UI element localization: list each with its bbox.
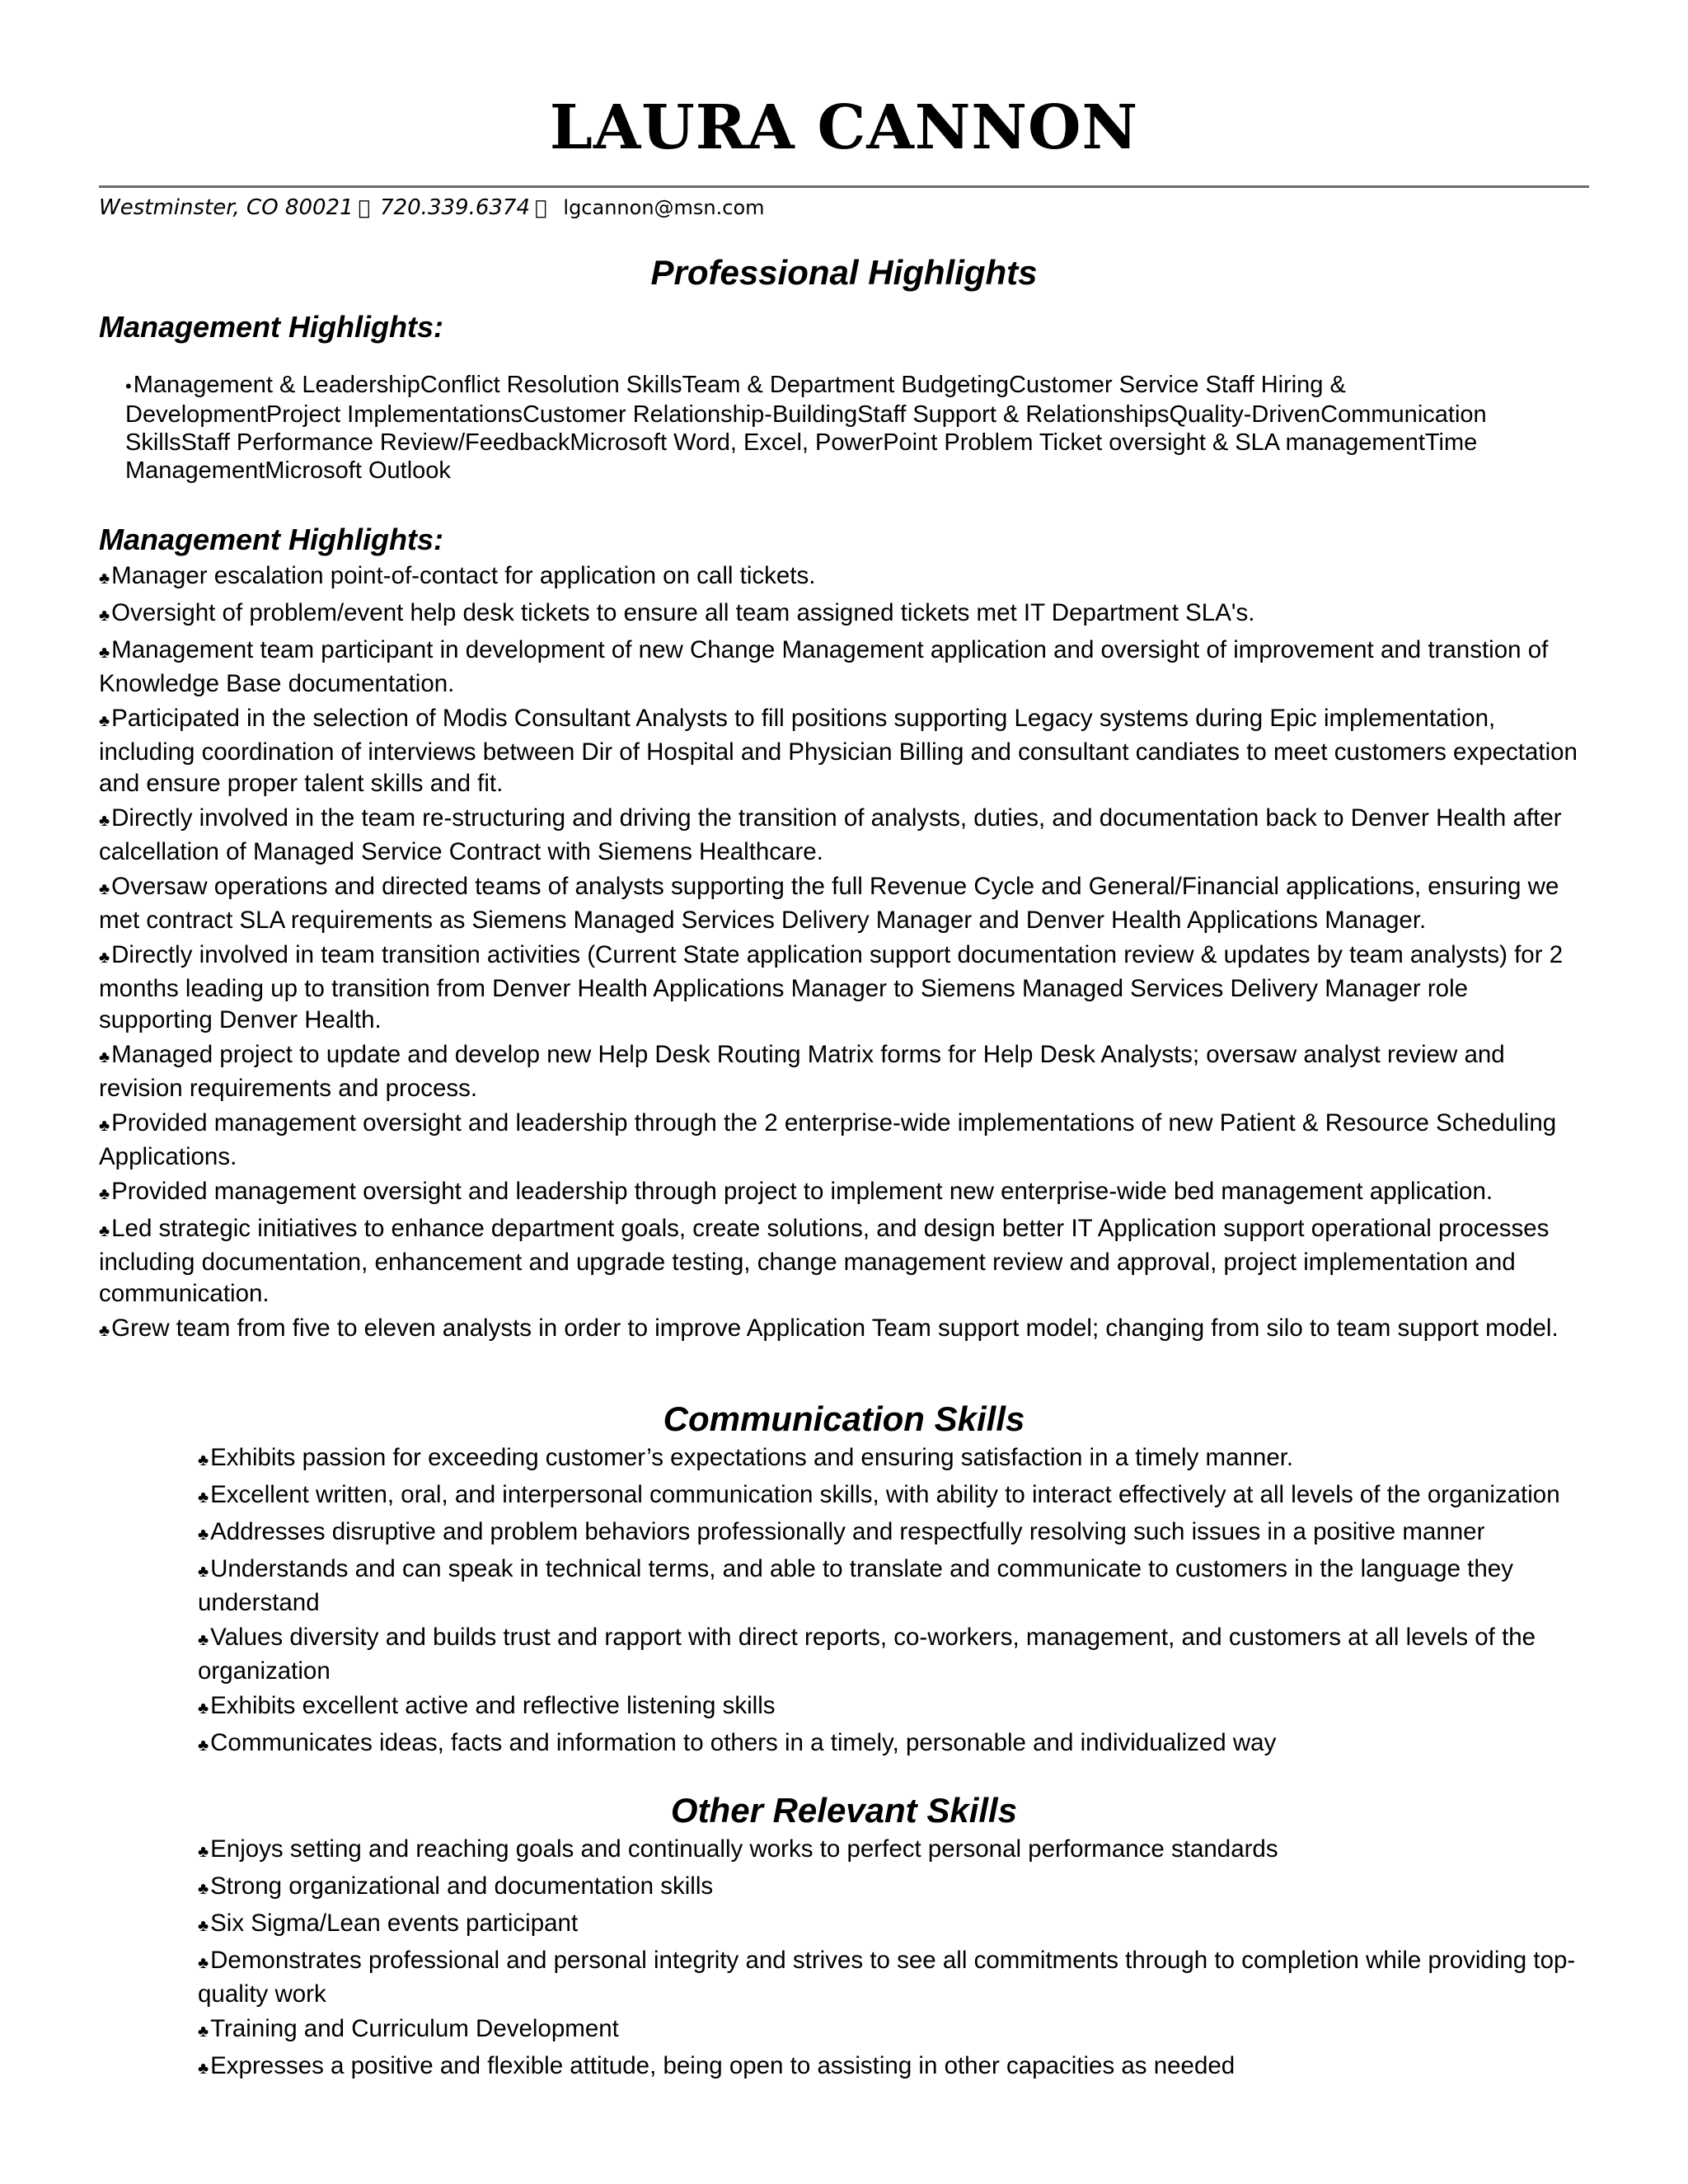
- bullet-dot-icon: •: [125, 376, 132, 396]
- list-item: [99, 560, 1587, 594]
- list-item: [99, 635, 1587, 700]
- club-bullet-icon: ♣: [198, 1451, 209, 1469]
- list-item-text: Provided management oversight and leadership through the 2 enterprise-wide implementations of new Patient & Resource Scheduling Applications.: [99, 1109, 1557, 1170]
- list-item: [99, 1039, 1587, 1104]
- club-bullet-icon: ♣: [198, 1563, 209, 1581]
- list-item-text: Led strategic initiatives to enhance department goals, create solutions, and design better IT Application support operational processes including documentation, enhancement and upgrade testing, change management review and approval, project implementation and communication.: [99, 1215, 1550, 1307]
- club-bullet-icon: ♣: [99, 1117, 110, 1135]
- list-item: [99, 871, 1587, 936]
- list-item-text: Provided management oversight and leadership through project to implement new enterprise-wide bed management application.: [111, 1178, 1493, 1205]
- list-item: [198, 1554, 1587, 1619]
- club-bullet-icon: ♣: [198, 1843, 209, 1861]
- list-item: [198, 1871, 1587, 1905]
- list-item: [99, 1108, 1587, 1173]
- club-bullet-icon: ♣: [198, 1699, 209, 1718]
- section-title-other-relevant-skills: Other Relevant Skills: [670, 1791, 1018, 1830]
- list-item-text: Six Sigma/Lean events participant: [210, 1910, 579, 1937]
- list-item: [198, 1690, 1587, 1724]
- list-item-text: Demonstrates professional and personal integrity and strives to see all commitments through to completion while providing top-quality work: [198, 1947, 1576, 2008]
- communication-skills-list: [198, 1442, 1587, 1765]
- list-item: [198, 1834, 1587, 1868]
- list-item: [198, 1516, 1587, 1550]
- list-item: [198, 2050, 1587, 2084]
- list-item-text: Strong organizational and documentation skills: [210, 1872, 714, 1900]
- list-item-text: Exhibits passion for exceeding customer’s expectations and ensuring satisfaction in a timely manner.: [210, 1444, 1294, 1471]
- list-item-text: Managed project to update and develop new Help Desk Routing Matrix forms for Help Desk Analysts; oversaw analyst review and revision requirements and process.: [99, 1041, 1505, 1102]
- candidate-name: LAURA CANNON: [549, 92, 1139, 163]
- club-bullet-icon: ♣: [99, 644, 110, 662]
- list-item: [99, 598, 1587, 631]
- phone-text: 720.339.6374: [374, 195, 525, 220]
- separator-icon: [358, 196, 365, 219]
- list-item-text: Enjoys setting and reaching goals and continually works to perfect personal performance standards: [210, 1835, 1278, 1863]
- list-item-text: Grew team from five to eleven analysts in order to improve Application Team support model; changing from silo to team support model.: [111, 1315, 1559, 1342]
- list-item: [99, 803, 1587, 868]
- club-bullet-icon: ♣: [99, 1222, 110, 1240]
- club-bullet-icon: ♣: [99, 1185, 110, 1203]
- separator-icon: [529, 196, 536, 219]
- club-bullet-icon: ♣: [198, 2060, 209, 2078]
- list-item: [99, 1213, 1587, 1310]
- list-item-text: Exhibits excellent active and reflective listening skills: [210, 1692, 776, 1719]
- club-bullet-icon: ♣: [99, 712, 110, 730]
- club-bullet-icon: ♣: [198, 1736, 209, 1755]
- list-item: [198, 1945, 1587, 2010]
- list-item-text: Training and Curriculum Development: [210, 2015, 619, 2042]
- list-item: [198, 2013, 1587, 2047]
- contact-line: [99, 194, 765, 222]
- list-item: [198, 1908, 1587, 1942]
- club-bullet-icon: ♣: [99, 812, 110, 830]
- list-item: [99, 1176, 1587, 1210]
- club-bullet-icon: ♣: [198, 1488, 209, 1507]
- club-bullet-icon: ♣: [99, 1322, 110, 1340]
- location-text: Westminster, CO 80021: [99, 195, 354, 220]
- list-item: [198, 1479, 1587, 1513]
- header-divider: [99, 185, 1589, 188]
- club-bullet-icon: ♣: [198, 1917, 209, 1935]
- list-item: [198, 1727, 1587, 1761]
- section-title-professional-highlights: Professional Highlights: [650, 253, 1038, 292]
- list-item-text: Participated in the selection of Modis Consultant Analysts to fill positions supporting Legacy systems during Epic implementation, including coordination of interviews between Dir of Hospital and Physician Billing and consultant candiates to meet customers expectation and ensure proper talent skills and fit.: [99, 705, 1578, 797]
- list-item-text: Manager escalation point-of-contact for application on call tickets.: [111, 562, 816, 589]
- club-bullet-icon: ♣: [99, 880, 110, 898]
- club-bullet-icon: ♣: [99, 949, 110, 967]
- other-skills-list: [198, 1834, 1587, 2088]
- list-item-text: Directly involved in the team re-structuring and driving the transition of analysts, duties, and documentation back to Denver Health after calcellation of Managed Service Contract with Siemens Healthcare.: [99, 804, 1562, 865]
- list-item-text: Oversaw operations and directed teams of analysts supporting the full Revenue Cycle and General/Financial applications, ensuring we met contract SLA requirements as Siemens Managed Services Delivery Manager and Denver Health Applications Manager.: [99, 873, 1559, 934]
- list-item: [198, 1442, 1587, 1476]
- list-item-text: Expresses a positive and flexible attitude, being open to assisting in other capacities as needed: [210, 2052, 1236, 2079]
- email-link[interactable]: lgcannon@msn.com: [551, 196, 753, 219]
- club-bullet-icon: ♣: [99, 607, 110, 625]
- club-bullet-icon: ♣: [198, 2022, 209, 2041]
- list-item: [99, 703, 1587, 799]
- list-item-text: Directly involved in team transition activities (Current State application support documentation review & updates by team analysts) for 2 months leading up to transition from Denver Health Applications Manager to Siemens Managed Services Delivery Manager role supporting Denver Health.: [99, 941, 1564, 1033]
- list-item-text: Excellent written, oral, and interpersonal communication skills, with ability to interact effectively at all levels of the organization: [210, 1481, 1560, 1508]
- management-highlights-list: [99, 560, 1587, 1350]
- club-bullet-icon: ♣: [198, 1954, 209, 1972]
- skills-paragraph-text: Management & LeadershipConflict Resolution SkillsTeam & Department BudgetingCustomer Service Staff Hiring & DevelopmentProject ImplementationsCustomer Relationship-BuildingStaff Support & RelationshipsQuality-DrivenCommunication SkillsStaff Performance Review/FeedbackMicrosoft Word, Excel, PowerPoint Problem Ticket oversight & SLA managementTime ManagementMicrosoft Outlook: [125, 372, 1487, 484]
- skills-paragraph: [125, 371, 1559, 485]
- list-item: [198, 1622, 1587, 1687]
- management-highlights-heading-1: Management Highlights:: [99, 310, 444, 344]
- list-item-text: Oversight of problem/event help desk tickets to ensure all team assigned tickets met IT Department SLA's.: [111, 599, 1255, 626]
- section-title-communication-skills: Communication Skills: [663, 1399, 1025, 1438]
- club-bullet-icon: ♣: [99, 1048, 110, 1066]
- list-item-text: Communicates ideas, facts and information to others in a timely, personable and individualized way: [210, 1729, 1277, 1756]
- list-item-text: Values diversity and builds trust and rapport with direct reports, co-workers, management, and customers at all levels of the organization: [198, 1624, 1536, 1685]
- club-bullet-icon: ♣: [198, 1631, 209, 1649]
- list-item-text: Understands and can speak in technical terms, and able to translate and communicate to customers in the language they understand: [198, 1555, 1513, 1616]
- club-bullet-icon: ♣: [198, 1526, 209, 1544]
- list-item-text: Addresses disruptive and problem behaviors professionally and respectfully resolving such issues in a positive manner: [210, 1518, 1485, 1545]
- list-item-text: Management team participant in development of new Change Management application and oversight of improvement and transtion of Knowledge Base documentation.: [99, 636, 1549, 697]
- management-highlights-heading-2: Management Highlights:: [99, 523, 444, 556]
- list-item: [99, 1313, 1587, 1347]
- club-bullet-icon: ♣: [198, 1880, 209, 1898]
- club-bullet-icon: ♣: [99, 569, 110, 588]
- list-item: [99, 940, 1587, 1036]
